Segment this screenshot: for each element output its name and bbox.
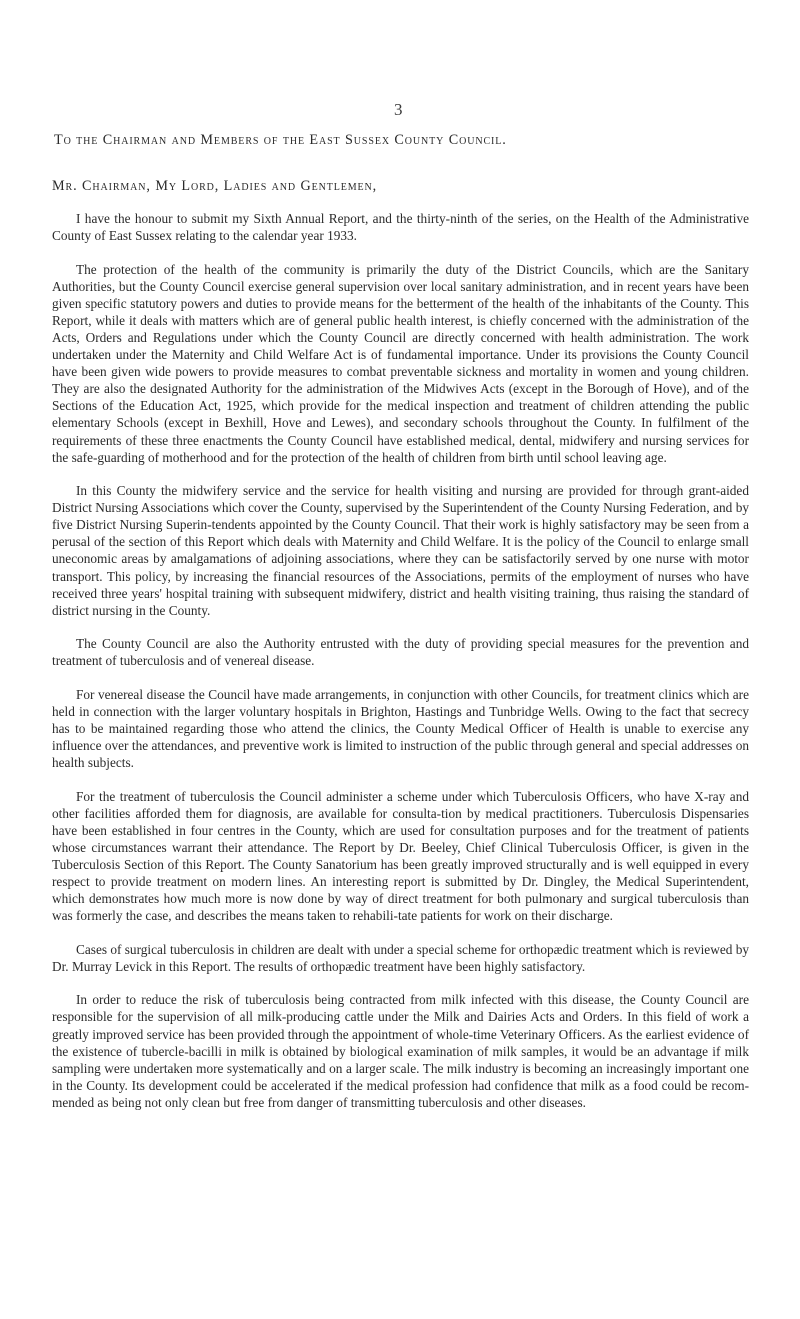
- salutation: Mr. Chairman, My Lord, Ladies and Gentlemen,: [52, 178, 378, 194]
- paragraph-3: In this County the midwifery service and the service for health visiting and nursing are provided for through grant-aided District Nursing Associations which cover the County, supervised by the Superintendent of the County Nursing Federation, and by five District Nursing Superin-tendents appointed by the County Council. That their work is highly satisfactory may be seen from a perusal of the section of this Report which deals with Maternity and Child Welfare. It is the policy of the Council to enlarge small uneconomic areas by amalgamations of adjoining associations, where they can be satisfactorily served by one nurse with motor transport. This policy, by increasing the financial resources of the Associations, permits of the employment of nurses who have received three years' hospital training with subsequent midwifery, district and health visiting training, thus raising the standard of district nursing in the County.: [52, 483, 749, 618]
- paragraph-4: The County Council are also the Authority entrusted with the duty of providing special measures for the prevention and treatment of tuberculosis and of venereal disease.: [52, 636, 749, 669]
- paragraph-8: In order to reduce the risk of tuberculosis being contracted from milk infected with this disease, the County Council are responsible for the supervision of all milk-producing cattle under the Milk and Dairies Acts and Orders. In this field of work a greatly improved service has been provided through the appointment of whole-time Veterinary Officers. As the earliest evidence of the existence of tubercle-bacilli in milk is obtained by biological examination of milk samples, it would be an advantage if milk sampling were undertaken more systematically and on a larger scale. The milk industry is becoming an increasingly important one in the County. Its development could be accelerated if the medical profession had confidence that milk as a food could be recom-mended as being not only clean but free from danger of transmitting tuberculosis and other diseases.: [52, 992, 749, 1110]
- document-page: [52, 96, 749, 1111]
- paragraph-7: Cases of surgical tuberculosis in children are dealt with under a special scheme for orthopædic treatment which is reviewed by Dr. Murray Levick in this Report. The results of orthopædic treatment have been highly satisfactory.: [52, 941, 749, 974]
- paragraph-6: For the treatment of tuberculosis the Council administer a scheme under which Tuberculosis Officers, who have X-ray and other facilities afforded them for diagnosis, are available for consulta-tion by medical practitioners. Tuberculosis Dispensaries have been established in four centres in the County, which are used for consultation purposes and for the treatment of patients whose circumstances warrant their attendance. The Report by Dr. Beeley, Chief Clinical Tuberculosis Officer, is given in the Tuberculosis Section of this Report. The County Sanatorium has been greatly improved structurally and is well equipped in every respect to provide treatment on modern lines. An interesting report is submitted by Dr. Dingley, the Medical Superintendent, which demonstrates how much more is now done by way of direct treatment for both pulmonary and surgical tuberculosis than was formerly the case, and describes the means taken to rehabili-tate patients for work on their discharge.: [52, 788, 749, 924]
- paragraph-5: For venereal disease the Council have made arrangements, in conjunction with other Councils, for treatment clinics which are held in connection with the larger voluntary hospitals in Brighton, Hastings and Tunbridge Wells. Owing to the fact that secrecy has to be maintained regarding those who attend the clinics, the County Medical Officer of Health is unable to exercise any influence over the attendances, and preventive work is limited to instruction of the public through general and special addresses on health subjects.: [52, 686, 749, 771]
- page-number: 3: [394, 100, 403, 119]
- paragraph-1: I have the honour to submit my Sixth Annual Report, and the thirty-ninth of the series, on the Health of the Administrative County of East Sussex relating to the calendar year 1933.: [52, 211, 749, 244]
- paragraph-2: The protection of the health of the community is primarily the duty of the District Councils, which are the Sanitary Authorities, but the County Council exercise general supervision over local sanitary administration, and in recent years have been given specific statutory powers and duties to provide means for the betterment of the health of the inhabitants of the County. This Report, while it deals with matters which are of general public health interest, is chiefly concerned with the administration of the Acts, Orders and Regulations under which the County Council are directly concerned with health administration. The work undertaken under the Maternity and Child Welfare Act is of fundamental importance. Under its provisions the County Council have been given wide powers to provide measures to combat preventable sickness and mortality in women and young children. They are also the designated Authority for the administration of the Midwives Acts (except in the Borough of Hove), and of the Sections of the Education Act, 1925, which provide for the medical inspection and treatment of children attending the public elementary Schools (except in Bexhill, Hove and Lewes), and secondary schools throughout the County. In fulfilment of the requirements of these three enactments the County Council have established medical, dental, midwifery and nursing services for the safe-guarding of motherhood and for the protection of the health of children from birth until school leaving age.: [52, 261, 749, 465]
- address-heading: To the Chairman and Members of the East Sussex County Council.: [54, 132, 507, 148]
